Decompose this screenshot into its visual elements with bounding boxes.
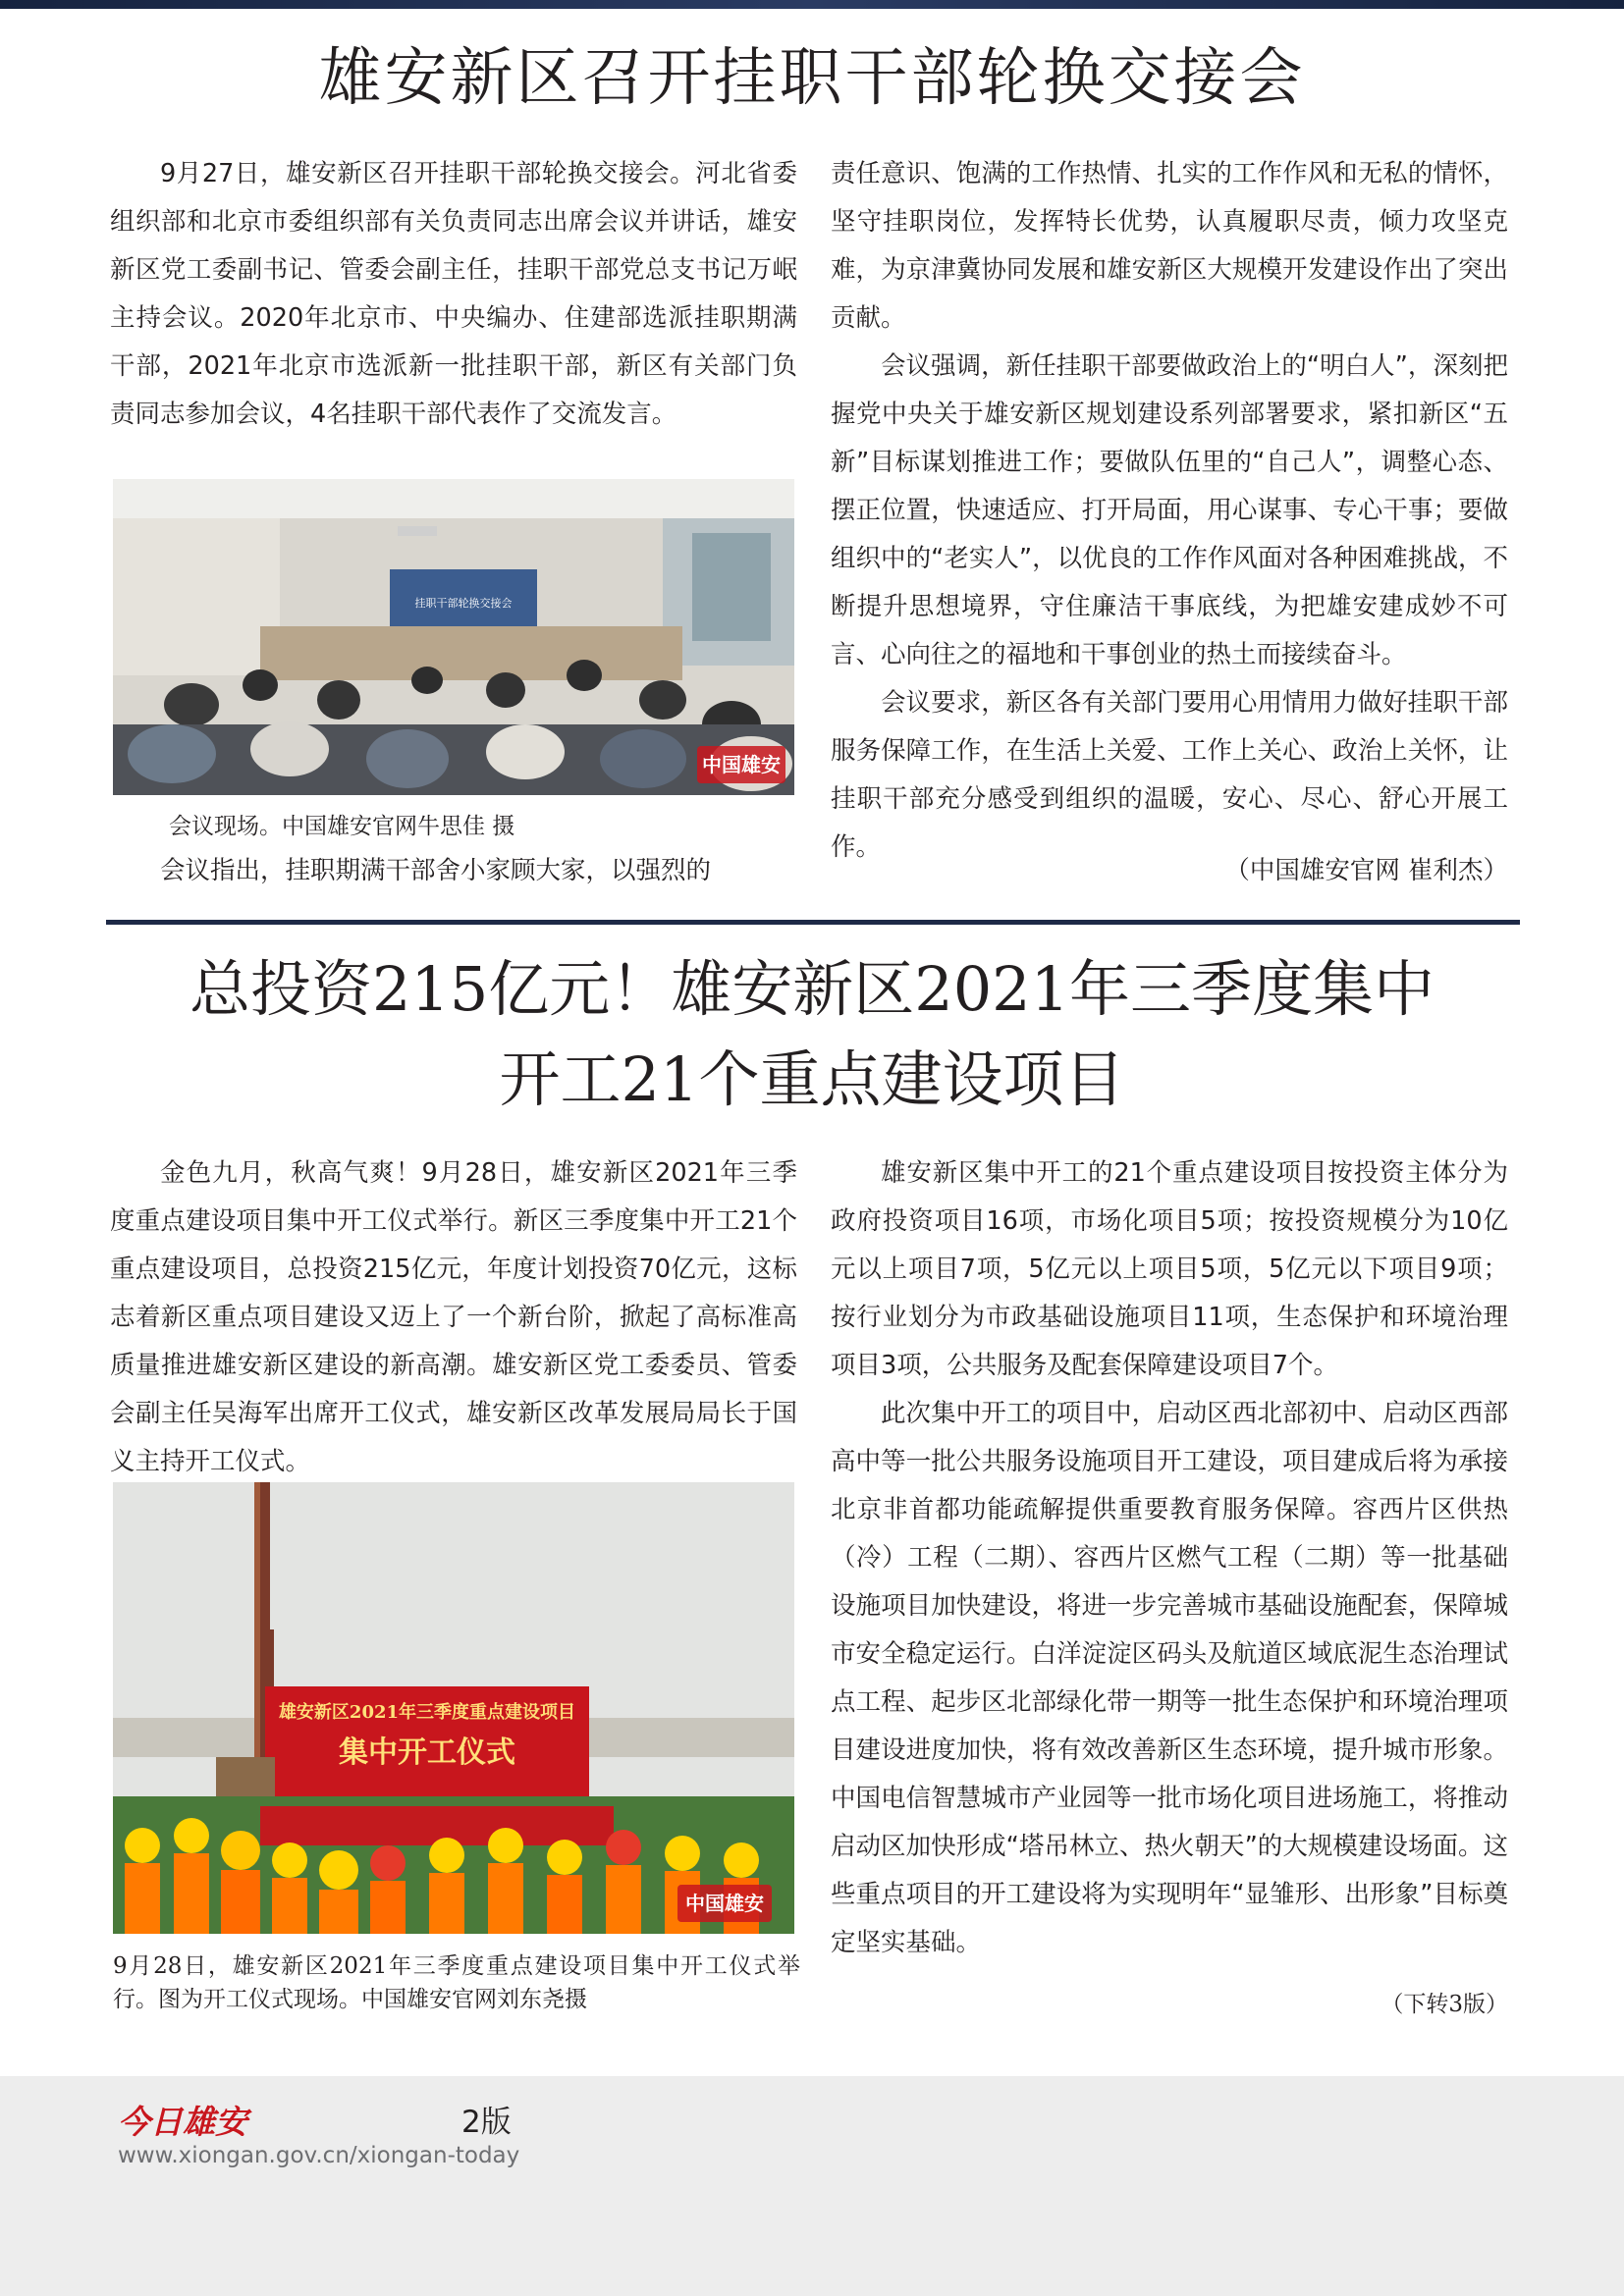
section-divider	[106, 920, 1520, 925]
article1-photo-caption: 会议现场。中国雄安官网牛思佳 摄	[169, 814, 515, 839]
article1-left-bottom	[110, 847, 797, 895]
article1-paragraph: 会议要求，新区各有关部门要用心用情用力做好挂职干部服务保障工作，在生活上关爱、工作上关心、政治上关怀，让挂职干部充分感受到组织的温暖，安心、尽心、舒心开展工作。	[831, 688, 1508, 862]
edition-number: 2版	[461, 2105, 512, 2140]
article2-title-line2: 开工21个重点建设项目	[499, 1043, 1125, 1115]
article2-paragraph: 此次集中开工的项目中，启动区西北部初中、启动区西部高中等一批公共服务设施项目开工建设，项目建成后将为承接北京非首都功能疏解提供重要教育服务保障。容西片区供热（冷）工程（二期）、容西片区燃气工程（二期）等一批基础设施项目加快建设，将进一步完善城市基础设施配套，保障城市安全稳定运行。白洋淀淀区码头及航道区域底泥生态治理试点工程、起步区北部绿化带一期等一批生态保护和环境治理项目建设进度加快，将有效改善新区生态环境，提升城市形象。中国电信智慧城市产业园等一批市场化项目进场施工，将推动启动区加快形成“塔吊林立、热火朝天”的大规模建设场面。这些重点项目的开工建设将为实现明年“显雏形、出形象”目标奠定坚实基础。	[831, 1399, 1508, 1957]
article2-title	[0, 944, 1624, 1125]
projection-screen-text: 挂职干部轮换交接会	[414, 597, 513, 610]
article2-paragraph: 金色九月，秋高气爽！9月28日，雄安新区2021年三季度重点建设项目集中开工仪式举行。新区三季度集中开工21个重点建设项目，总投资215亿元，年度计划投资70亿元，这标志着新区重点项目建设又迈上了一个新台阶，掀起了高标准高质量推进雄安新区建设的新高潮。雄安新区党工委委员、管委会副主任吴海军出席开工仪式，雄安新区改革发展局局长于国义主持开工仪式。	[110, 1158, 797, 1476]
article2-paragraph: 雄安新区集中开工的21个重点建设项目按投资主体分为政府投资项目16项，市场化项目5项；按投资规模分为10亿元以上项目7项，5亿元以上项目5项，5亿元以下项目9项；按行业划分为市政基础设施项目11项，生态保护和环境治理项目3项，公共服务及配套保障建设项目7个。	[831, 1158, 1508, 1380]
article2-ceremony-photo	[113, 1482, 794, 1934]
article1-paragraph: 会议指出，挂职期满干部舍小家顾大家，以强烈的	[160, 856, 712, 885]
meeting-photo-graphic	[113, 479, 794, 795]
article2-continued-note: （下转3版）	[1312, 1985, 1508, 2024]
article1-title: 雄安新区召开挂职干部轮换交接会	[318, 42, 1306, 115]
article1-right-column	[831, 150, 1508, 872]
photo-watermark-text: 中国雄安	[702, 753, 781, 776]
article1-paragraph: 9月27日，雄安新区召开挂职干部轮换交接会。河北省委组织部和北京市委组织部有关负责同志出席会议并讲话，雄安新区党工委副书记、管委会副主任，挂职干部党总支书记万岷主持会议。2020年北京市、中央编办、住建部选派挂职期满干部，2021年北京市选派新一批挂职干部，新区有关部门负责同志参加会议，4名挂职干部代表作了交流发言。	[110, 159, 797, 429]
banner-line2-text: 集中开工仪式	[339, 1735, 515, 1770]
article2-photo-caption: 9月28日，雄安新区2021年三季度重点建设项目集中开工仪式举行。图为开工仪式现场。中国雄安官网刘东尧摄	[113, 1953, 800, 2012]
article1-paragraph: 责任意识、饱满的工作热情、扎实的工作作风和无私的情怀，坚守挂职岗位，发挥特长优势，认真履职尽责，倾力攻坚克难，为京津冀协同发展和雄安新区大规模开发建设作出了突出贡献。	[831, 159, 1508, 333]
ceremony-photo-graphic	[113, 1482, 794, 1934]
newspaper-brand: 今日雄安	[118, 2103, 247, 2141]
banner-line1-text: 雄安新区2021年三季度重点建设项目	[278, 1702, 576, 1723]
article2-title-line1: 总投资215亿元！雄安新区2021年三季度集中	[189, 953, 1435, 1025]
photo-watermark-text: 中国雄安	[685, 1892, 764, 1915]
article1-byline: （中国雄安官网 崔利杰）	[1214, 847, 1508, 895]
article1-left-column	[110, 150, 797, 439]
article2-left-column	[110, 1149, 797, 1486]
article2-right-column	[831, 1149, 1508, 1967]
article1-paragraph: 会议强调，新任挂职干部要做政治上的“明白人”，深刻把握党中央关于雄安新区规划建设系列部署要求，紧扣新区“五新”目标谋划推进工作；要做队伍里的“自己人”，调整心态、摆正位置，快速适应、打开局面，用心谋事、专心干事；要做组织中的“老实人”，以优良的工作作风面对各种困难挑战，不断提升思想境界，守住廉洁干事底线，为把雄安建成妙不可言、心向往之的福地和干事创业的热土而接续奋斗。	[831, 351, 1508, 669]
top-accent-bar	[0, 0, 1624, 9]
site-url: www.xiongan.gov.cn/xiongan-today	[118, 2143, 520, 2168]
article1-meeting-photo	[113, 479, 794, 795]
